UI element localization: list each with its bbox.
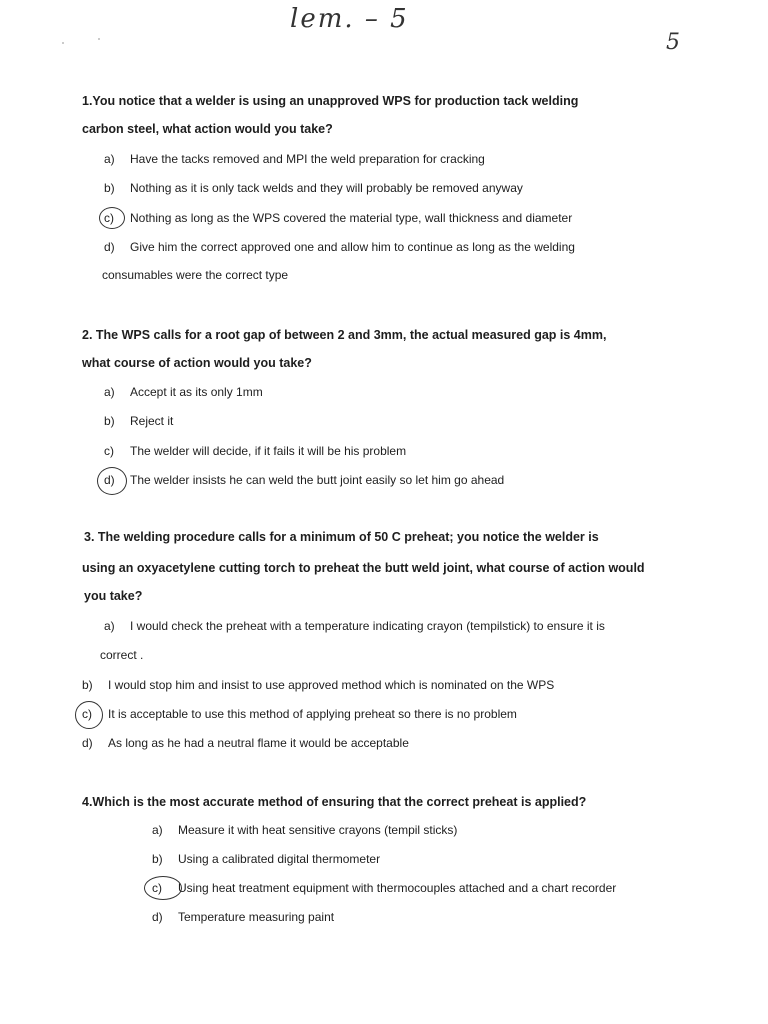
question-4-line-1: 4.Which is the most accurate method of ensuring that the correct preheat is applied? (82, 795, 587, 809)
question-1-line-2: carbon steel, what action would you take? (82, 122, 333, 136)
option-text: It is acceptable to use this method of applying preheat so there is no problem (108, 707, 517, 721)
question-3-line-3: you take? (84, 589, 143, 603)
q4-option-a (152, 823, 457, 837)
option-letter: d) (82, 736, 93, 750)
q3-option-a-continued: correct . (100, 648, 144, 662)
option-text: Reject it (130, 414, 174, 428)
q4-option-b (152, 852, 380, 866)
option-letter: c) (104, 211, 114, 225)
q4-option-c (152, 881, 616, 895)
option-letter: a) (104, 619, 115, 633)
option-letter: b) (82, 678, 93, 692)
q2-option-a (104, 385, 263, 399)
option-text: Accept it as its only 1mm (130, 385, 263, 399)
q3-option-b (82, 678, 554, 692)
question-2-line-2: what course of action would you take? (82, 356, 312, 370)
option-letter: c) (152, 881, 162, 895)
question-2-line-1: 2. The WPS calls for a root gap of between 2 and 3mm, the actual measured gap is 4mm, (82, 328, 607, 342)
option-text: Nothing as it is only tack welds and they will probably be removed anyway (130, 181, 523, 195)
option-text: As long as he had a neutral flame it would be acceptable (108, 736, 409, 750)
q1-option-d-continued: consumables were the correct type (102, 268, 289, 282)
q1-option-a (104, 152, 485, 166)
option-text: Nothing as long as the WPS covered the material type, wall thickness and diameter (130, 211, 573, 225)
q3-option-d (82, 736, 409, 750)
question-3-line-2: using an oxyacetylene cutting torch to preheat the butt weld joint, what course of action would (82, 561, 645, 575)
option-text: I would stop him and insist to use approved method which is nominated on the WPS (108, 678, 555, 692)
option-letter: a) (104, 152, 115, 166)
option-text: The welder will decide, if it fails it will be his problem (130, 444, 407, 458)
handwritten-header: lem. – 5 (290, 4, 409, 34)
question-1-line-1: 1.You notice that a welder is using an unapproved WPS for production tack welding (82, 94, 579, 108)
option-letter: b) (104, 414, 115, 428)
q1-option-d (104, 240, 575, 254)
q4-option-d (152, 910, 334, 924)
question-3-line-1: 3. The welding procedure calls for a minimum of 50 C preheat; you notice the welder is (84, 530, 599, 544)
option-letter: b) (104, 181, 115, 195)
option-text: Give him the correct approved one and allow him to continue as long as the welding (130, 240, 575, 254)
handwritten-score: 5 (666, 30, 680, 55)
option-letter: d) (104, 240, 115, 254)
option-text: Measure it with heat sensitive crayons (tempil sticks) (178, 823, 458, 837)
q2-option-b (104, 414, 173, 428)
q3-option-c (82, 707, 517, 721)
q1-option-b (104, 181, 523, 195)
q2-option-d (104, 473, 504, 487)
option-letter: d) (104, 473, 115, 487)
scan-speck (98, 38, 100, 40)
q1-option-c (104, 211, 572, 225)
q3-option-a (104, 619, 605, 633)
scan-speck (62, 42, 64, 44)
q2-option-c (104, 444, 406, 458)
option-letter: a) (104, 385, 115, 399)
option-text: The welder insists he can weld the butt joint easily so let him go ahead (130, 473, 505, 487)
option-letter: c) (104, 444, 114, 458)
option-text: Using heat treatment equipment with thermocouples attached and a chart recorder (178, 881, 617, 895)
option-letter: c) (82, 707, 92, 721)
option-text: Temperature measuring paint (178, 910, 335, 924)
option-text: I would check the preheat with a temperature indicating crayon (tempilstick) to ensure it is (130, 619, 605, 633)
option-text: Have the tacks removed and MPI the weld preparation for cracking (130, 152, 485, 166)
option-letter: b) (152, 852, 163, 866)
option-letter: a) (152, 823, 163, 837)
option-text: Using a calibrated digital thermometer (178, 852, 381, 866)
option-letter: d) (152, 910, 163, 924)
